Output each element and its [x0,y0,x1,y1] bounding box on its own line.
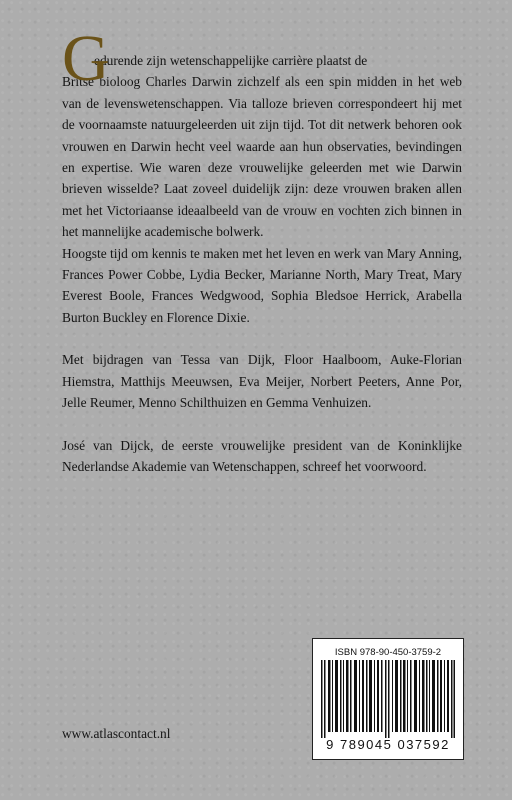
isbn-label: ISBN 978-90-450-3759-2 [334,647,442,658]
intro-first-line: edurende zijn wetenschappelijke carrière plaatst de [94,53,368,68]
contributors-paragraph: Met bijdragen van Tessa van Dijk, Floor Haalboom, Auke-Florian Hiemstra, Matthijs Meeuwsen, Eva Meijer, Norbert Peeters, Anne Por, Jelle Reumer, Menno Schilthuizen en Gemma Venhuizen. [62,352,462,411]
isbn-barcode [312,638,464,760]
blurb-text [62,22,462,477]
intro-rest: Britse bioloog Charles Darwin zichzelf als een spin midden in het web van de levenswetenschappen. Via talloze brieven correspondeert hij met de voornaamste natuurgeleerden uit zijn tijd. Tot dit netwerk behoren ook vrouwen en Darwin hecht veel waarde aan hun observaties, bevindingen en expertise. Wie waren deze vrouwelijke geleerden met wie Darwin brieven wisselde? Laat zoveel duidelijk zijn: deze vrouwen braken allen met het Victoriaanse ideaalbeeld van de vrouw en vochten zich binnen in het mannelijke academische bolwerk. [62,74,462,240]
barcode-digits: 9 789045 037592 [326,737,450,752]
foreword-paragraph: José van Dijck, de eerste vrouwelijke president van de Koninklijke Nederlandse Akademie van Wetenschappen, schreef het voorwoord. [62,437,462,474]
intro-paragraph [62,22,462,243]
drop-cap-letter: G [62,22,110,95]
publisher-website: www.atlascontact.nl [62,726,171,741]
barcode-bars-icon [321,660,455,738]
women-list-paragraph: Hoogste tijd om kennis te maken met het leven en werk van Mary Anning, Frances Power Cobbe, Lydia Becker, Marianne North, Mary Treat, Mary Everest Boole, Frances Wedgwood, Sophia Bledsoe Herrick, Arabella Burton Buckley en Florence Dixie. [62,245,462,325]
